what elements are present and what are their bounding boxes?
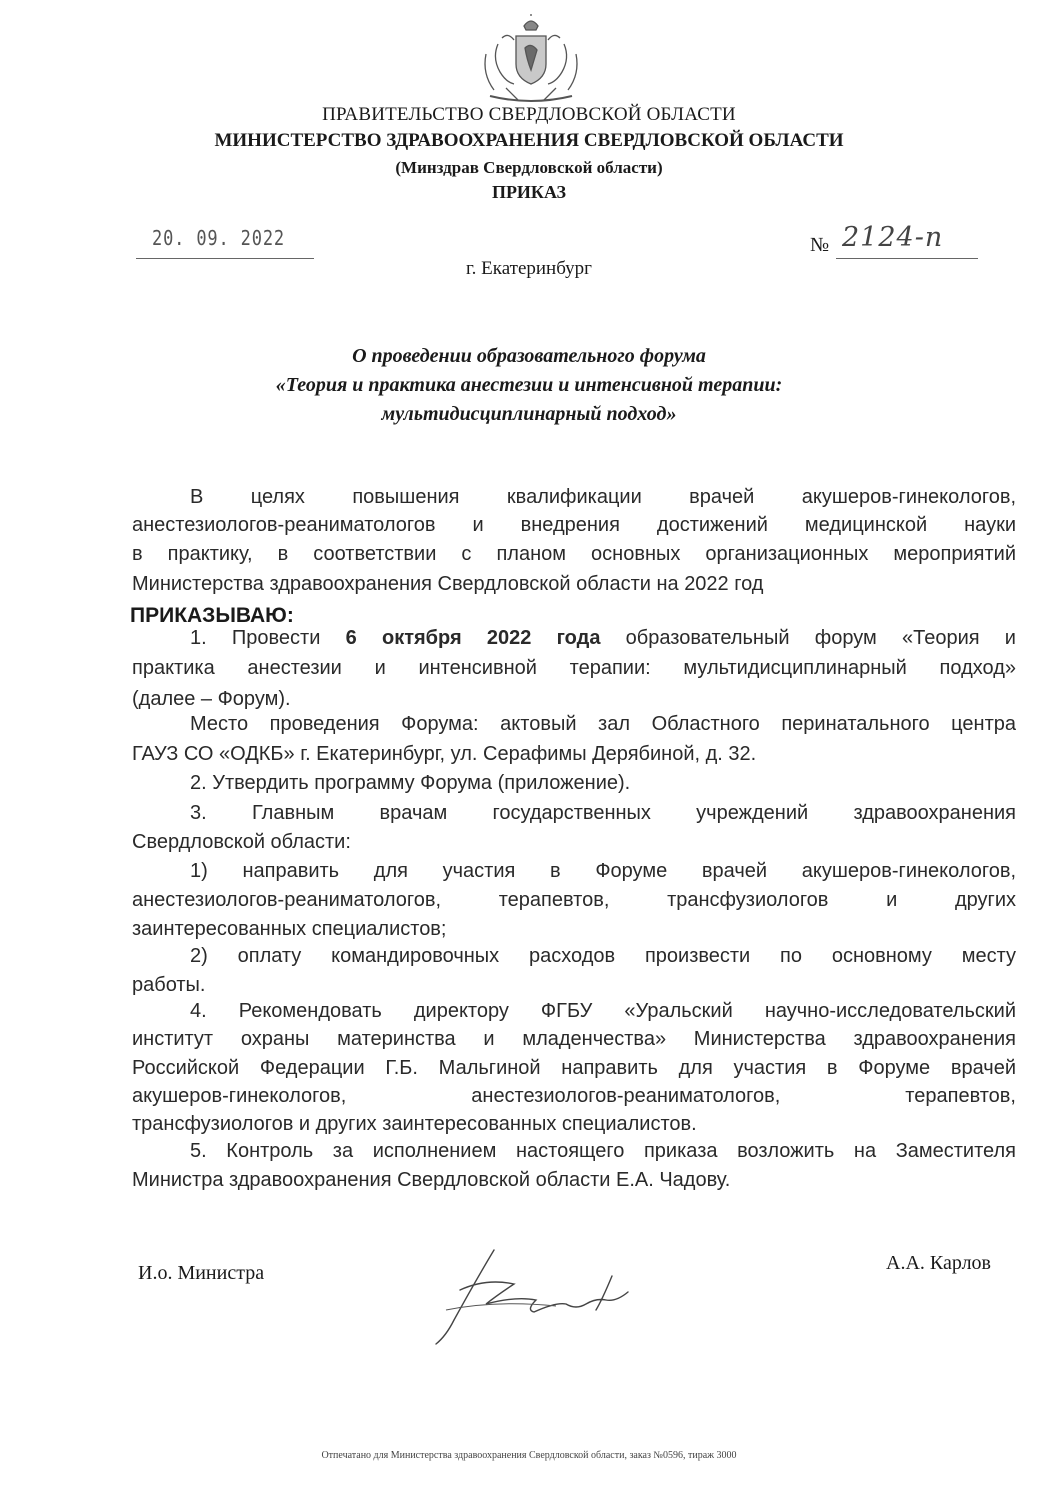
item-5-line-1: 5. Контроль за исполнением настоящего приказа возложить на Заместителя xyxy=(190,1140,1016,1162)
item-4-line-2: институт охраны материнства и младенчества» Министерства здравоохранения xyxy=(132,1028,1016,1050)
item-3-line-2: Свердловской области: xyxy=(132,831,351,853)
item-3-line-1: 3. Главным врачам государственных учреждений здравоохранения xyxy=(190,802,1016,824)
item-4-line-3: Российской Федерации Г.Б. Мальгиной направить для участия в Форуме врачей xyxy=(132,1057,1016,1079)
item-3-1-line-3: заинтересованных специалистов; xyxy=(132,918,447,940)
item-3-1-line-1: 1) направить для участия в Форуме врачей акушеров-гинекологов, xyxy=(190,860,1016,882)
print-footer: Отпечатано для Министерства здравоохранения Свердловской области, заказ №0596, тираж 3000 xyxy=(321,1450,737,1461)
ministry-title: МИНИСТЕРСТВО ЗДРАВООХРАНЕНИЯ СВЕРДЛОВСКОЙ ОБЛАСТИ xyxy=(214,130,844,151)
number-sign: № xyxy=(810,234,830,256)
signatory-role: И.о. Министра xyxy=(138,1262,265,1284)
item-5-line-2: Министра здравоохранения Свердловской области Е.А. Чадову. xyxy=(132,1169,731,1191)
venue-line-1: Место проведения Форума: актовый зал Областного перинатального центра xyxy=(190,713,1016,735)
item-1-start: 1. Провести xyxy=(190,627,346,649)
item-1-line-1 xyxy=(132,627,1016,650)
item-4-line-4: акушеров-гинекологов, анестезиологов-реаниматологов, терапевтов, xyxy=(132,1085,1016,1107)
government-title: ПРАВИТЕЛЬСТВО СВЕРДЛОВСКОЙ ОБЛАСТИ xyxy=(322,104,736,125)
order-word: ПРИКАЗЫВАЮ: xyxy=(130,604,294,627)
item-1-line-2: практика анестезии и интенсивной терапии: мультидисциплинарный подход» xyxy=(132,657,1016,679)
item-2: 2. Утвердить программу Форума (приложение). xyxy=(190,772,631,794)
item-3-2-line-1: 2) оплату командировочных расходов произвести по основному месту xyxy=(190,945,1016,967)
item-1-end: образовательный форум «Теория и xyxy=(600,627,1016,649)
item-4-line-1: 4. Рекомендовать директору ФГБУ «Уральский научно-исследовательский xyxy=(190,1000,1016,1022)
document-date: 20. 09. 2022 xyxy=(152,226,286,250)
document-title xyxy=(0,342,1058,429)
intro-line-4: Министерства здравоохранения Свердловской области на 2022 год xyxy=(132,573,764,595)
item-1-line-3: (далее – Форум). xyxy=(132,688,291,710)
title-line-3: мультидисциплинарный подход» xyxy=(381,403,677,425)
forum-date: 6 октября 2022 года xyxy=(345,627,601,649)
ministry-short-title: (Минздрав Свердловской области) xyxy=(395,158,663,177)
item-4-line-5: трансфузиологов и других заинтересованных специалистов. xyxy=(132,1113,697,1135)
item-3-2-line-2: работы. xyxy=(132,974,206,996)
signatory-name: А.А. Карлов xyxy=(886,1252,991,1274)
handwritten-signature xyxy=(416,1240,646,1350)
title-line-2: «Теория и практика анестезии и интенсивной терапии: xyxy=(275,374,783,396)
intro-line-2: анестезиологов-реаниматологов и внедрения достижений медицинской науки xyxy=(132,514,1016,536)
coat-of-arms-emblem xyxy=(478,14,584,106)
title-line-1: О проведении образовательного форума xyxy=(352,345,706,367)
venue-line-2: ГАУЗ СО «ОДКБ» г. Екатеринбург, ул. Серафимы Дерябиной, д. 32. xyxy=(132,743,757,765)
city: г. Екатеринбург xyxy=(466,258,592,279)
document-type: ПРИКАЗ xyxy=(491,182,567,202)
intro-line-3: в практику, в соответствии с планом основных организационных мероприятий xyxy=(132,543,1016,565)
item-3-1-line-2: анестезиологов-реаниматологов, терапевтов, трансфузиологов и других xyxy=(132,889,1016,911)
intro-line-1: В целях повышения квалификации врачей акушеров-гинекологов, xyxy=(190,486,1016,508)
document-number: 2124-п xyxy=(842,222,944,253)
